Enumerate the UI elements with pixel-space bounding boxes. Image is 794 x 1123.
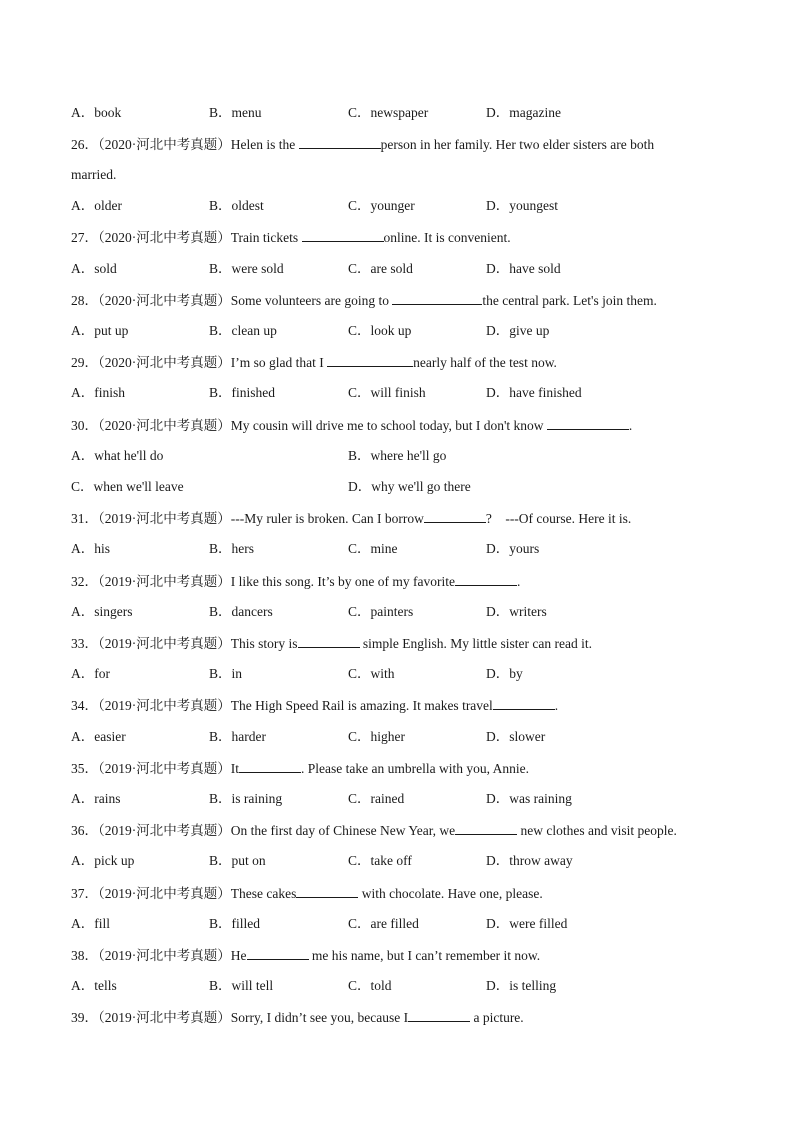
- question-33: [71, 634, 592, 653]
- q34-stem-prefix: 34．（2019·河北中考真题）The High Speed Rail is amazing. It makes travel: [71, 698, 493, 713]
- q36-option-b: B．put on: [209, 853, 266, 868]
- q32-option-b: B．dancers: [209, 604, 273, 619]
- q32-option-c: C．painters: [348, 604, 414, 619]
- q36-option-a: A．pick up: [71, 853, 135, 868]
- q30-stem-suffix: .: [628, 418, 633, 433]
- q30-stem-prefix: 30．（2020·河北中考真题）My cousin will drive me to school today, but I don't know: [71, 418, 547, 433]
- q36-option-d: D．throw away: [486, 853, 573, 868]
- q32-option-a: A．singers: [71, 604, 133, 619]
- q26-option-c: C．younger: [348, 198, 415, 213]
- q30-option-c: C．when we'll leave: [71, 479, 184, 494]
- q31-option-d: D．yours: [486, 541, 540, 556]
- q29-stem-suffix: nearly half of the test now.: [413, 355, 557, 370]
- q32-option-d: D．writers: [486, 604, 547, 619]
- q25-option-d: D．magazine: [486, 105, 561, 120]
- q28-option-b: B．clean up: [209, 323, 277, 338]
- q25-option-b: B．menu: [209, 105, 262, 120]
- q28-option-c: C．look up: [348, 323, 412, 338]
- q37-answer-blank: [296, 884, 358, 898]
- q32-stem-suffix: .: [516, 574, 521, 589]
- q28-option-a: A．put up: [71, 323, 129, 338]
- q28-option-d: D．give up: [486, 323, 550, 338]
- q39-answer-blank: [408, 1008, 470, 1022]
- q34-option-b: B．harder: [209, 729, 266, 744]
- q33-option-b: B．in: [209, 666, 243, 681]
- question-35: [71, 759, 529, 778]
- question-26: [71, 135, 654, 154]
- q30-option-b: B．where he'll go: [348, 448, 447, 463]
- question-39: [71, 1008, 524, 1027]
- q33-option-d: D．by: [486, 666, 523, 681]
- question-37: [71, 884, 543, 903]
- q33-answer-blank: [298, 634, 360, 648]
- q33-stem-prefix: 33．（2019·河北中考真题）This story is: [71, 636, 298, 651]
- q28-answer-blank: [392, 291, 482, 305]
- q27-option-d: D．have sold: [486, 261, 561, 276]
- q27-answer-blank: [302, 228, 384, 242]
- q25-option-c: C．newspaper: [348, 105, 429, 120]
- question-31: [71, 509, 631, 528]
- q26-option-d: D．youngest: [486, 198, 558, 213]
- q32-stem-prefix: 32．（2019·河北中考真题）I like this song. It’s by one of my favorite: [71, 574, 455, 589]
- q38-option-c: C．told: [348, 978, 392, 993]
- q37-stem-suffix: with chocolate. Have one, please.: [358, 886, 543, 901]
- q33-stem-suffix: simple English. My little sister can read it.: [359, 636, 592, 651]
- q36-stem-prefix: 36．（2019·河北中考真题）On the first day of Chinese New Year, we: [71, 823, 456, 838]
- q26-stem-suffix: person in her family. Her two elder sisters are both: [380, 137, 655, 152]
- q36-option-c: C．take off: [348, 853, 412, 868]
- q38-option-b: B．will tell: [209, 978, 274, 993]
- q38-stem-prefix: 38．（2019·河北中考真题）He: [71, 948, 247, 963]
- q36-answer-blank: [455, 821, 517, 835]
- q37-option-b: B．filled: [209, 916, 260, 931]
- q27-stem-suffix: online. It is convenient.: [383, 230, 511, 245]
- q34-option-c: C．higher: [348, 729, 405, 744]
- question-30: [71, 416, 632, 435]
- q30-answer-blank: [547, 416, 629, 430]
- q38-stem-suffix: me his name, but I can’t remember it now.: [308, 948, 541, 963]
- q35-answer-blank: [239, 759, 301, 773]
- q26-stem-prefix: 26．（2020·河北中考真题）Helen is the: [71, 137, 299, 152]
- q35-option-a: A．rains: [71, 791, 121, 806]
- question-34: [71, 696, 558, 715]
- question-28: [71, 291, 657, 310]
- q34-option-a: A．easier: [71, 729, 126, 744]
- q25-option-a: A．book: [71, 105, 122, 120]
- q39-stem-prefix: 39．（2019·河北中考真题）Sorry, I didn’t see you, because I: [71, 1010, 409, 1025]
- question-27: [71, 228, 511, 247]
- q38-option-a: A．tells: [71, 978, 117, 993]
- q29-option-d: D．have finished: [486, 385, 582, 400]
- q26-answer-blank: [299, 135, 381, 149]
- q26-option-b: B．oldest: [209, 198, 264, 213]
- q35-stem-prefix: 35．（2019·河北中考真题）It: [71, 761, 239, 776]
- q37-option-d: D．were filled: [486, 916, 568, 931]
- q31-answer-blank: [424, 509, 486, 523]
- q26-continuation: married.: [71, 167, 117, 182]
- q29-answer-blank: [327, 353, 413, 367]
- q29-stem-prefix: 29．（2020·河北中考真题）I’m so glad that I: [71, 355, 328, 370]
- q38-option-d: D．is telling: [486, 978, 557, 993]
- q38-answer-blank: [247, 946, 309, 960]
- q31-stem-prefix: 31．（2019·河北中考真题）---My ruler is broken. Can I borrow: [71, 511, 424, 526]
- q31-option-c: C．mine: [348, 541, 398, 556]
- q39-stem-suffix: a picture.: [470, 1010, 524, 1025]
- q26-option-a: A．older: [71, 198, 122, 213]
- q35-option-d: D．was raining: [486, 791, 572, 806]
- q27-option-b: B．were sold: [209, 261, 284, 276]
- q35-stem-suffix: . Please take an umbrella with you, Annie.: [301, 761, 529, 776]
- q29-option-c: C．will finish: [348, 385, 426, 400]
- q33-option-c: C．with: [348, 666, 395, 681]
- q35-option-b: B．is raining: [209, 791, 283, 806]
- question-36: [71, 821, 677, 840]
- q37-stem-prefix: 37．（2019·河北中考真题）These cakes: [71, 886, 297, 901]
- q34-answer-blank: [493, 696, 555, 710]
- q29-option-b: B．finished: [209, 385, 275, 400]
- q27-stem-prefix: 27．（2020·河北中考真题）Train tickets: [71, 230, 302, 245]
- q37-option-a: A．fill: [71, 916, 110, 931]
- q35-option-c: C．rained: [348, 791, 405, 806]
- question-29: [71, 353, 557, 372]
- q34-option-d: D．slower: [486, 729, 546, 744]
- q28-stem-prefix: 28．（2020·河北中考真题）Some volunteers are going to: [71, 293, 393, 308]
- q31-option-a: A．his: [71, 541, 111, 556]
- q30-option-d: D．why we'll go there: [348, 479, 471, 494]
- q37-option-c: C．are filled: [348, 916, 419, 931]
- q27-option-a: A．sold: [71, 261, 117, 276]
- question-38: [71, 946, 540, 965]
- q31-stem-suffix: ? ---Of course. Here it is.: [485, 511, 632, 526]
- q32-answer-blank: [455, 572, 517, 586]
- q36-stem-suffix: new clothes and visit people.: [517, 823, 677, 838]
- q31-option-b: B．hers: [209, 541, 254, 556]
- q34-stem-suffix: .: [554, 698, 559, 713]
- q28-stem-suffix: the central park. Let's join them.: [482, 293, 657, 308]
- q33-option-a: A．for: [71, 666, 110, 681]
- question-32: [71, 572, 520, 591]
- q30-option-a: A．what he'll do: [71, 448, 164, 463]
- q27-option-c: C．are sold: [348, 261, 413, 276]
- q29-option-a: A．finish: [71, 385, 125, 400]
